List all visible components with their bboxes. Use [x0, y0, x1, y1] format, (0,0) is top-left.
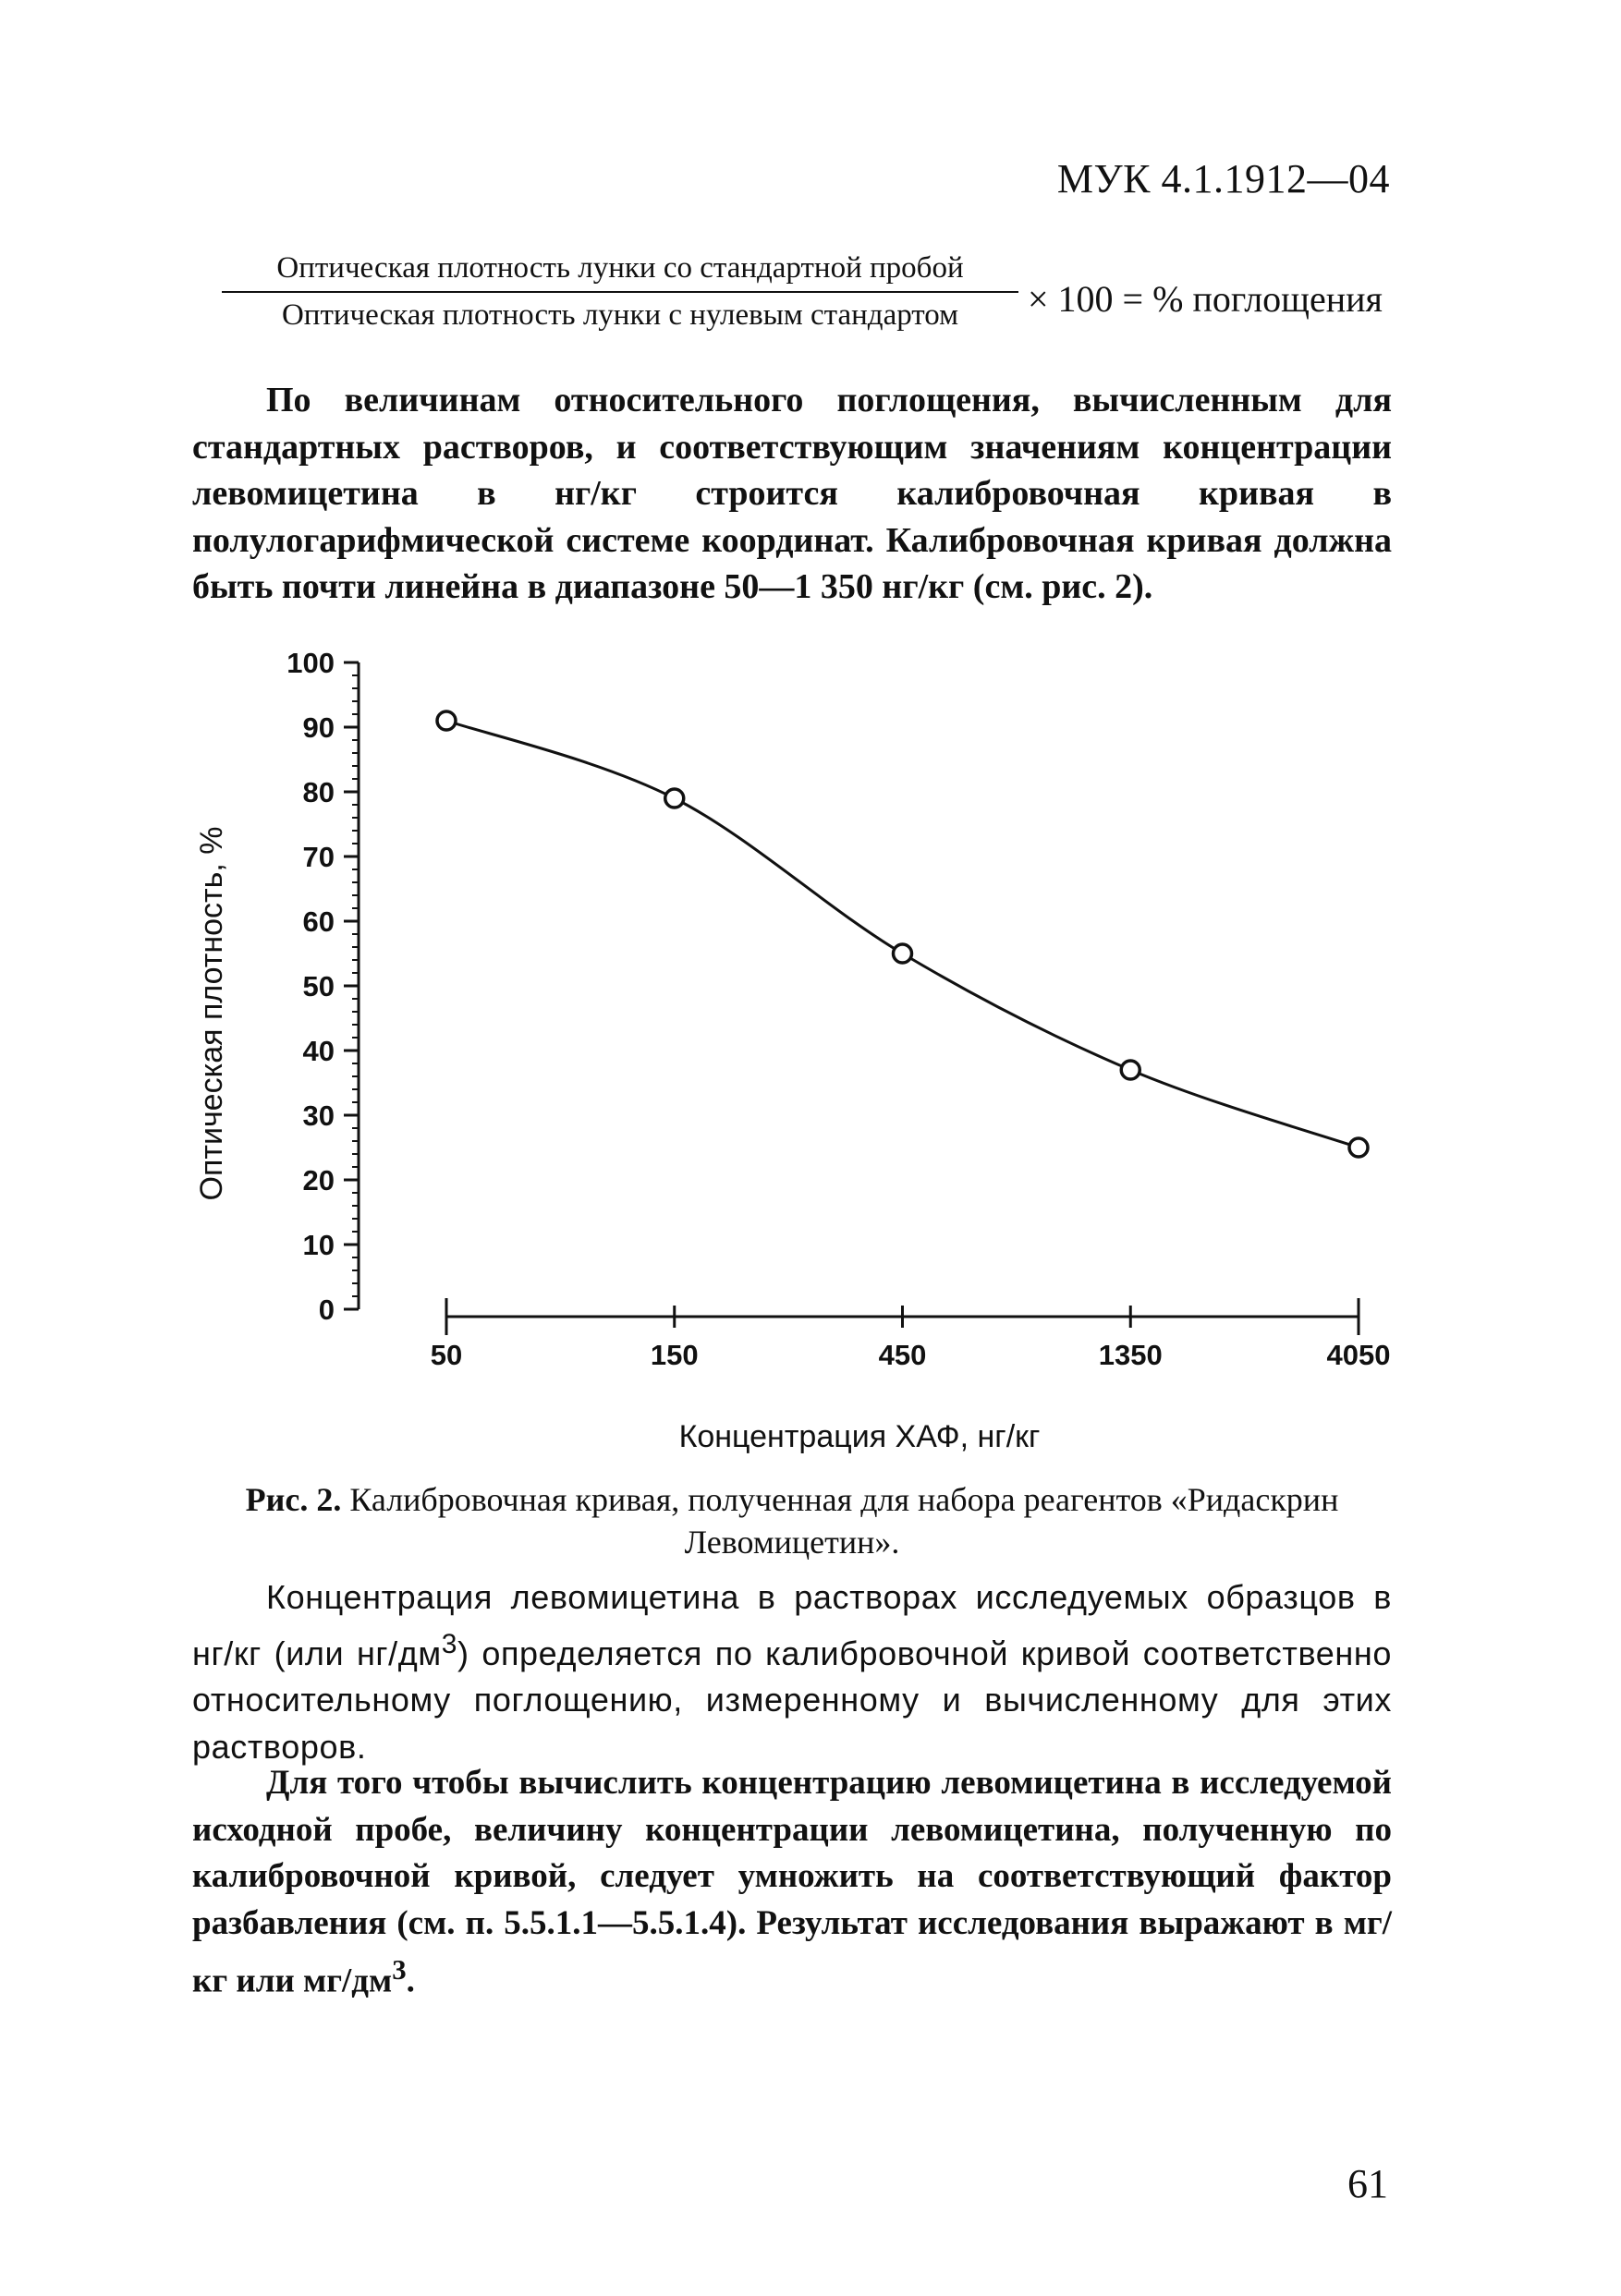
- data-point: [1349, 1138, 1368, 1157]
- p2-superscript: 3: [441, 1628, 458, 1659]
- data-point: [437, 711, 456, 730]
- y-tick-label: 10: [302, 1229, 335, 1261]
- series-line: [446, 721, 1359, 1148]
- p2-text-2: ) определяется по калибровочной кривой соответственно относительному поглощению, измеренному и вычисленному для этих растворов.: [192, 1634, 1392, 1766]
- paragraph-concentration: [192, 1574, 1392, 1770]
- x-tick-label: 4050: [1326, 1339, 1391, 1371]
- y-tick-label: 20: [302, 1164, 335, 1197]
- y-tick-label: 90: [302, 711, 335, 744]
- formula-result: × 100 = % поглощения: [1028, 278, 1383, 320]
- calibration-chart: [176, 628, 1423, 1478]
- p3-text-1: Для того чтобы вычислить концентрацию левомицетина в исследуемой исходной пробе, величину концентрации левомицетина, полученную по калибровочной кривой, следует умножить на соответствующий фактор разбавления (см. п. 5.5.1.1—5.5.1.4). Результат исследования выражают в мг/кг или мг/дм: [192, 1764, 1392, 2000]
- figure-caption: [192, 1478, 1392, 1563]
- formula-numerator: Оптическая плотность лунки со стандартной пробой: [276, 251, 964, 285]
- data-point: [665, 789, 684, 808]
- p2-text-1: Концентрация левомицетина в растворах исследуемых образцов в нг/кг (или нг/дм: [192, 1578, 1392, 1672]
- document-code: МУК 4.1.1912—04: [1056, 156, 1390, 201]
- x-tick-label: 1350: [1098, 1339, 1163, 1371]
- y-tick-label: 50: [302, 970, 335, 1002]
- p3-text-2: .: [406, 1962, 415, 2000]
- x-tick-label: 450: [878, 1339, 927, 1371]
- y-axis: [286, 647, 359, 1326]
- y-tick-label: 60: [302, 905, 335, 938]
- series-group: [437, 711, 1368, 1157]
- paragraph-calibration-method: По величинам относительного поглощения, вычисленным для стандартных растворов, и соответствующим значениям концентрации левомицетина в нг/кг строится калибровочная кривая в полулогарифмической системе координат. Калибровочная кривая должна быть почти линейна в диапазоне 50—1 350 нг/кг (см. рис. 2).: [192, 381, 1392, 606]
- y-tick-label: 40: [302, 1035, 335, 1067]
- formula-fraction: [222, 251, 1018, 333]
- x-tick-label: 150: [650, 1339, 699, 1371]
- page-number: 61: [1347, 2161, 1388, 2206]
- absorption-formula: [222, 251, 1386, 362]
- y-tick-label: 80: [302, 776, 335, 808]
- p3-superscript: 3: [392, 1954, 407, 1986]
- data-point: [1121, 1061, 1140, 1079]
- formula-denominator: Оптическая плотность лунки с нулевым стандартом: [281, 298, 959, 332]
- data-point: [894, 944, 912, 963]
- y-axis-label: Оптическая плотность, %: [194, 826, 229, 1201]
- y-tick-label: 70: [302, 841, 335, 873]
- x-tick-label: 50: [430, 1339, 463, 1371]
- paragraph-dilution: [192, 1760, 1392, 2005]
- x-axis-label: Концентрация ХАФ, нг/кг: [678, 1419, 1041, 1454]
- y-tick-label: 30: [302, 1099, 335, 1132]
- caption-label: Рис. 2.: [245, 1481, 342, 1518]
- x-axis: [431, 1298, 1391, 1371]
- y-tick-label: 100: [286, 647, 335, 679]
- caption-text: Калибровочная кривая, полученная для набора реагентов «Ридаскрин Левомицетин».: [349, 1481, 1339, 1561]
- y-tick-label: 0: [318, 1294, 335, 1326]
